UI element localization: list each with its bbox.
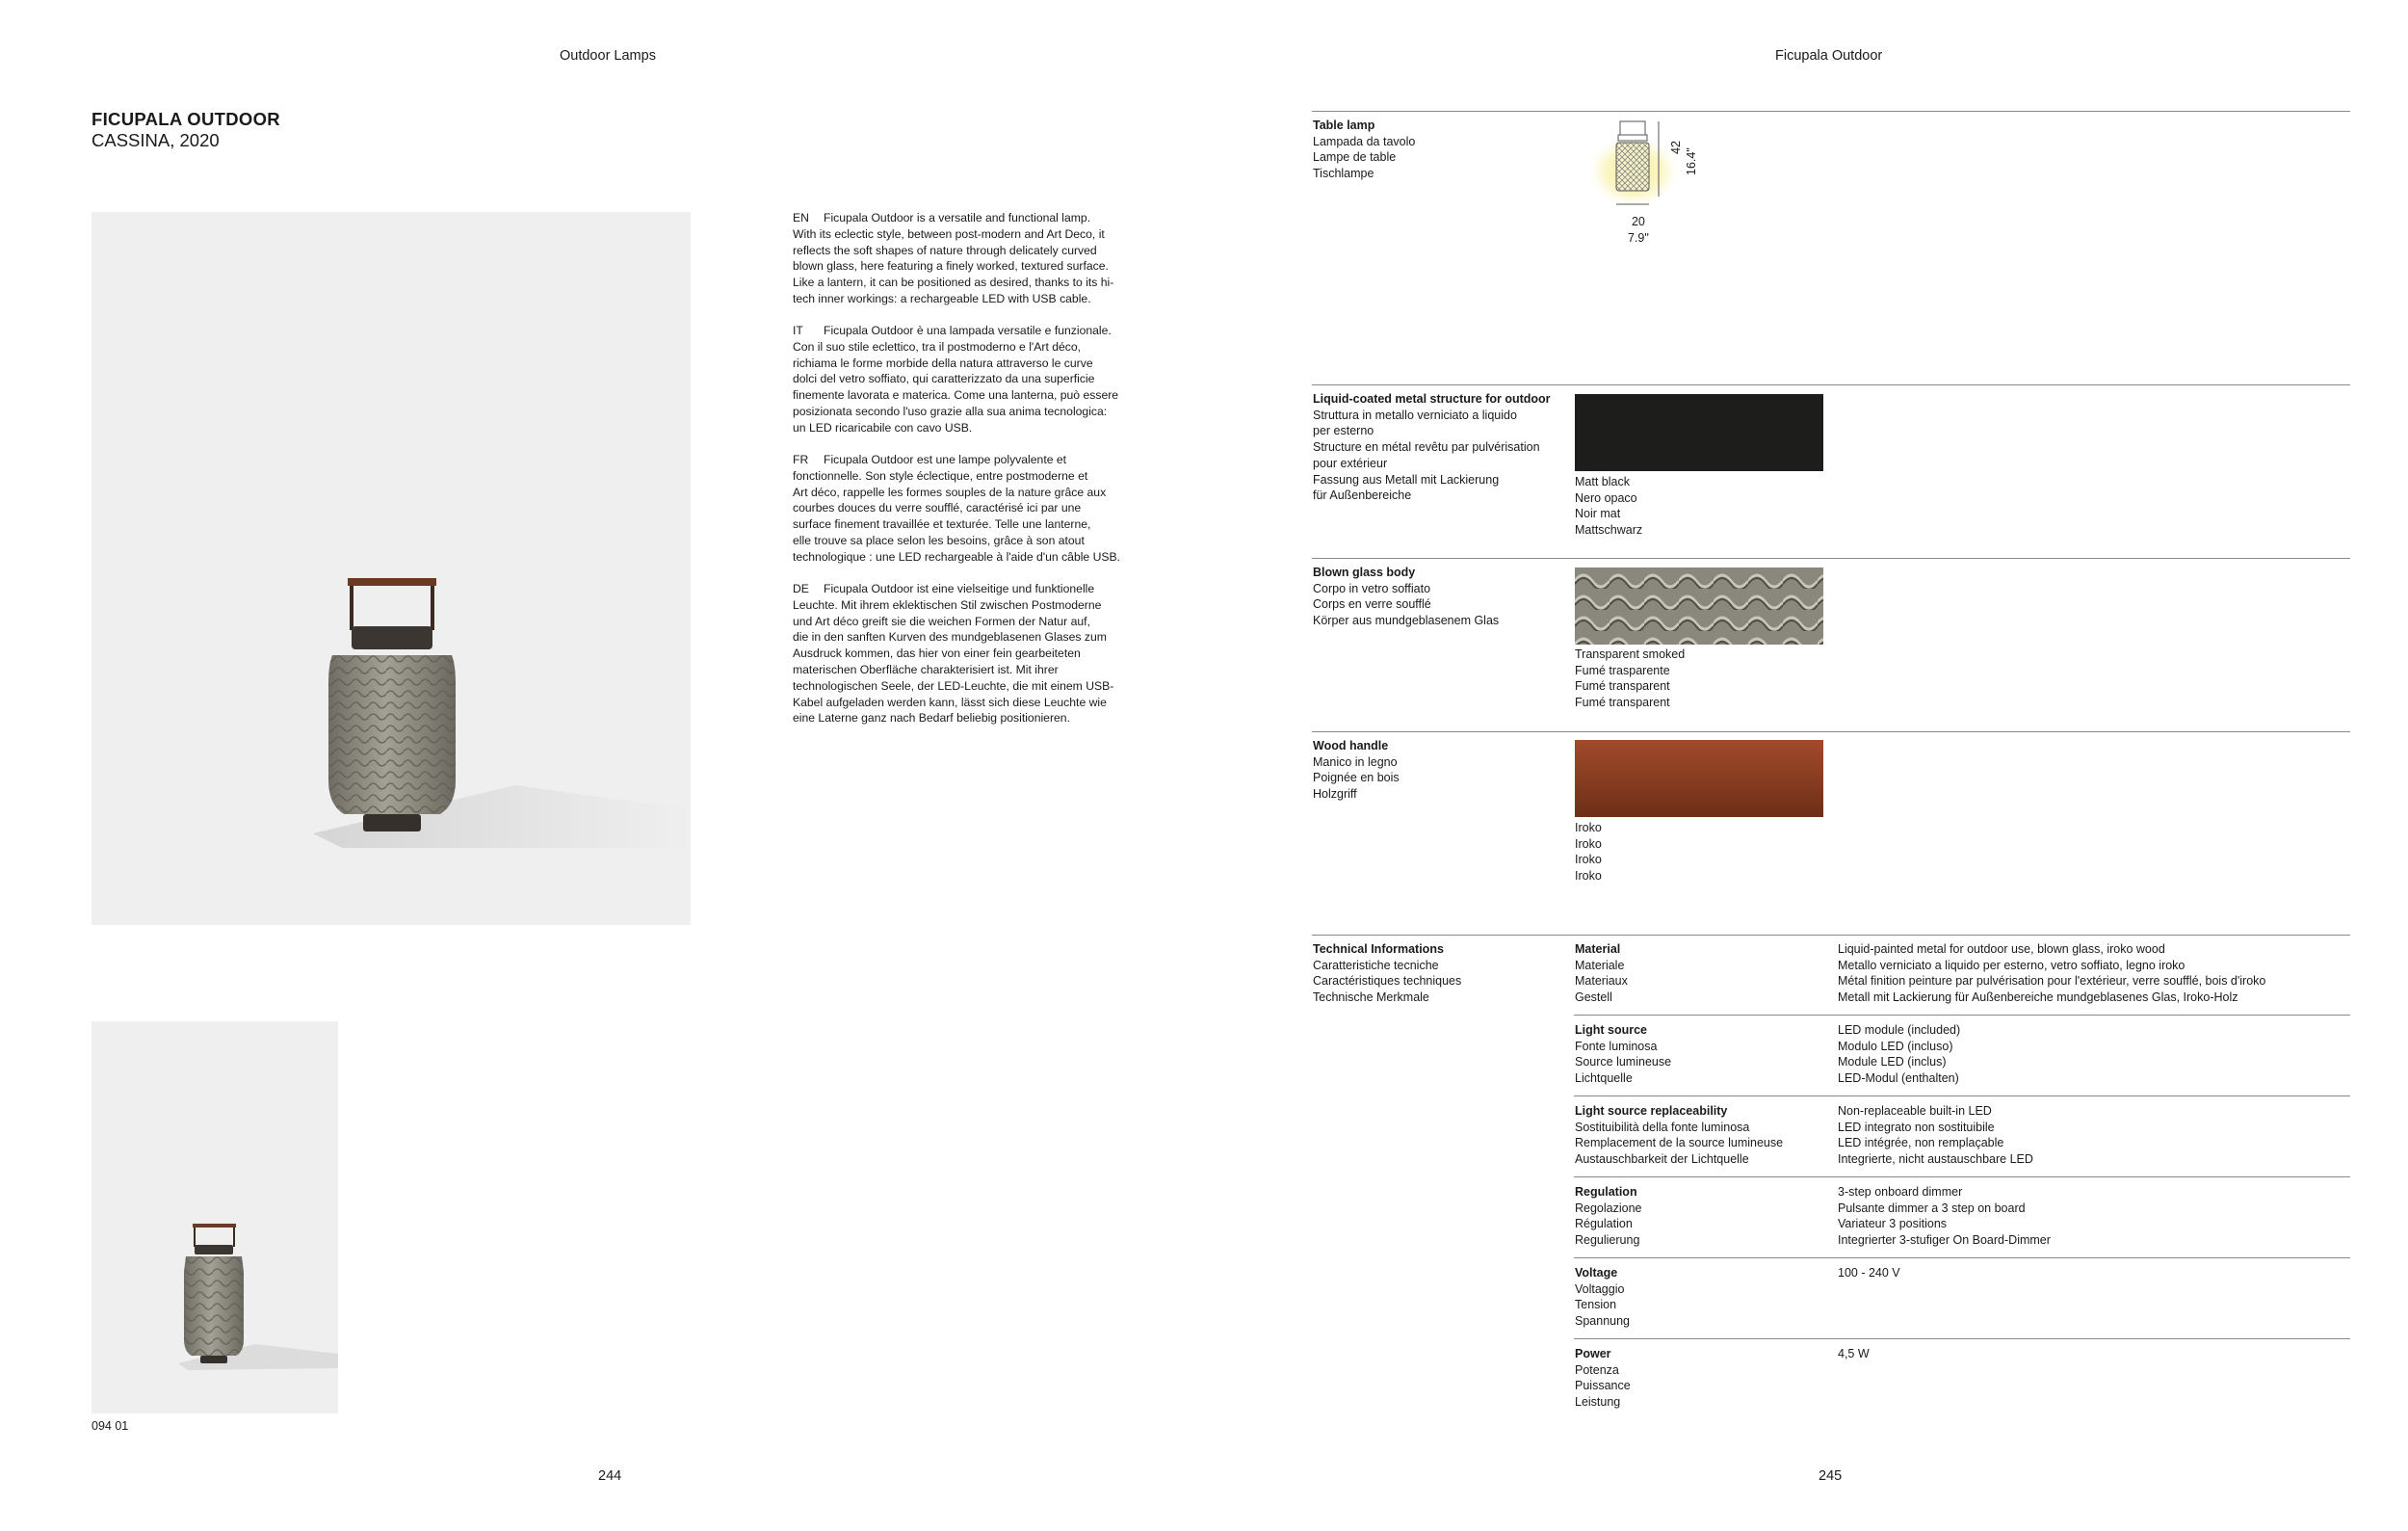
tech-value: 4,5 W	[1838, 1347, 1870, 1360]
tech-key: Materiale	[1575, 958, 1625, 972]
tech-value: Métal finition peinture par pulvérisation pour l'extérieur, verre soufflé, bois d'iroko	[1838, 974, 2266, 989]
tech-key: Spannung	[1575, 1314, 1631, 1329]
desc-line: blown glass, here featuring a finely worked, textured surface.	[793, 259, 1109, 274]
finish-title: Blown glass body	[1313, 566, 1416, 579]
tech-value: Modulo LED (incluso)	[1838, 1039, 1953, 1053]
product-photo-large	[92, 212, 691, 925]
lang-code: DE	[793, 582, 809, 595]
lang-code: FR	[793, 453, 809, 466]
finish-label: Fassung aus Metall mit Lackierung	[1313, 472, 1500, 487]
tech-value: Pulsante dimmer a 3 step on board	[1838, 1201, 2026, 1215]
finish-label: Holzgriff	[1313, 787, 1357, 802]
divider	[1574, 1338, 2350, 1339]
tech-value: Integrierte, nicht austauschbare LED	[1838, 1152, 2033, 1167]
technical-label: Caratteristiche tecniche	[1313, 958, 1439, 972]
tech-value: Metall mit Lackierung für Außenbereiche mundgeblasenes Glas, Iroko-Holz	[1838, 990, 2238, 1005]
desc-line: Ficupala Outdoor est une lampe polyvalente et	[824, 453, 1067, 466]
finish-name: Iroko	[1575, 821, 1602, 834]
desc-line: eine Laterne ganz nach Bedarf beliebig positionieren.	[793, 711, 1070, 726]
tech-values-voltage	[1838, 1265, 1900, 1281]
tech-value: Non-replaceable built-in LED	[1838, 1104, 1992, 1118]
running-header-right: Ficupala Outdoor	[1775, 48, 1883, 64]
finish-label: Poignée en bois	[1313, 771, 1400, 785]
finish-name: Fumé transparent	[1575, 679, 1670, 694]
width-cm: 20	[1631, 215, 1645, 228]
desc-line: die in den sanften Kurven des mundgeblasenen Glases zum	[793, 630, 1107, 645]
desc-line: dolci del vetro soffiato, qui caratterizzato da una superficie	[793, 372, 1095, 386]
page-number-right: 245	[1819, 1468, 1843, 1484]
tech-values-power	[1838, 1346, 1870, 1362]
tech-key: Regulierung	[1575, 1233, 1640, 1248]
tech-key: Sostituibilità della fonte luminosa	[1575, 1120, 1750, 1134]
desc-line: Con il suo stile eclettico, tra il postmoderno e l'Art déco,	[793, 339, 1082, 354]
finish-name: Mattschwarz	[1575, 523, 1643, 538]
finish-wood-labels	[1313, 738, 1400, 803]
desc-line: und Art déco greift sie die weichen Formen der Natur auf,	[793, 614, 1090, 628]
tech-values-light-source	[1838, 1022, 1960, 1087]
height-cm: 42	[1669, 141, 1683, 154]
finish-label: Manico in legno	[1313, 754, 1398, 769]
finish-metal-labels	[1313, 391, 1551, 504]
desc-line: Leuchte. Mit ihrem eklektischen Stil zwischen Postmoderne	[793, 597, 1102, 612]
finish-wood-names	[1575, 820, 1602, 884]
tech-value: LED intégrée, non remplaçable	[1838, 1136, 2004, 1150]
technical-label: Caractéristiques techniques	[1313, 974, 1462, 989]
finish-name: Matt black	[1575, 475, 1630, 488]
table-lamp-label-it: Lampada da tavolo	[1313, 134, 1416, 148]
divider	[1312, 558, 2350, 559]
swatch-iroko	[1575, 740, 1823, 817]
desc-line: elle trouve sa place selon les besoins, grâce à son atout	[793, 533, 1085, 547]
desc-line: tech inner workings: a rechargeable LED with USB cable.	[793, 291, 1091, 305]
divider	[1574, 1176, 2350, 1177]
desc-line: richiama le forme morbide della natura attraverso le curve	[793, 356, 1093, 370]
tech-key: Potenza	[1575, 1362, 1619, 1377]
desc-line: posizionata secondo l'uso grazie alla sua anima tecnologica:	[793, 404, 1108, 418]
table-lamp-title: Table lamp	[1313, 119, 1375, 132]
product-photo-small	[92, 1021, 338, 1413]
tech-key: Materiaux	[1575, 974, 1628, 989]
swatch-transparent-smoked	[1575, 568, 1823, 645]
table-lamp-label-de: Tischlampe	[1313, 167, 1374, 181]
tech-key: Material	[1575, 942, 1621, 956]
divider	[1574, 1095, 2350, 1096]
divider	[1574, 1015, 2350, 1016]
divider	[1574, 1257, 2350, 1258]
tech-key: Voltage	[1575, 1266, 1618, 1280]
desc-line: Like a lantern, it can be positioned as desired, thanks to its hi-	[793, 276, 1114, 290]
finish-metal-names	[1575, 474, 1642, 539]
finish-name: Iroko	[1575, 836, 1602, 851]
tech-key: Light source replaceability	[1575, 1104, 1728, 1118]
table-lamp-label-fr: Lampe de table	[1313, 150, 1397, 165]
tech-values-regulation	[1838, 1184, 2051, 1249]
desc-line: reflects the soft shapes of nature through delicately curved	[793, 243, 1097, 257]
tech-key: Regulation	[1575, 1185, 1637, 1199]
finish-label: Struttura in metallo verniciato a liquido	[1313, 408, 1517, 422]
finish-label: Corps en verre soufflé	[1313, 597, 1431, 612]
lantern-small-illustration	[92, 1021, 338, 1413]
tech-values-replaceability	[1838, 1103, 2033, 1168]
finish-name: Noir mat	[1575, 507, 1621, 521]
technical-label: Technische Merkmale	[1313, 990, 1429, 1005]
tech-key: Tension	[1575, 1298, 1617, 1312]
desc-line: technologischen Seele, der LED-Leuchte, die mit einem USB-	[793, 678, 1114, 693]
tech-value: Liquid-painted metal for outdoor use, blown glass, iroko wood	[1838, 942, 2165, 956]
finish-label: für Außenbereiche	[1313, 488, 1412, 503]
finish-name: Iroko	[1575, 853, 1602, 867]
divider	[1312, 731, 2350, 732]
desc-line: un LED ricaricabile con cavo USB.	[793, 420, 973, 435]
finish-name: Fumé trasparente	[1575, 663, 1670, 677]
tech-value: 100 - 240 V	[1838, 1266, 1900, 1280]
tech-key: Voltaggio	[1575, 1281, 1625, 1296]
finish-title: Wood handle	[1313, 739, 1389, 752]
divider	[1312, 111, 2350, 112]
tech-key: Light source	[1575, 1023, 1648, 1037]
finish-glass-names	[1575, 647, 1685, 711]
tech-key: Fonte luminosa	[1575, 1039, 1658, 1053]
tech-key: Régulation	[1575, 1217, 1633, 1231]
description-en	[793, 210, 1144, 307]
finish-name: Nero opaco	[1575, 490, 1637, 505]
tech-key: Source lumineuse	[1575, 1055, 1672, 1069]
desc-line: finemente lavorata e materica. Come una lanterna, può essere	[793, 388, 1119, 403]
tech-key: Remplacement de la source lumineuse	[1575, 1136, 1784, 1150]
divider	[1312, 384, 2350, 385]
height-dimension-in	[1684, 147, 1700, 175]
product-title: FICUPALA OUTDOOR	[92, 109, 280, 129]
tech-value: LED-Modul (enthalten)	[1838, 1071, 1959, 1086]
lang-code: IT	[793, 324, 803, 337]
tech-key: Gestell	[1575, 990, 1612, 1005]
desc-line: With its eclectic style, between post-modern and Art Deco, it	[793, 226, 1105, 241]
height-in: 16.4"	[1685, 147, 1698, 175]
description-de	[793, 581, 1144, 726]
tech-value: LED integrato non sostituibile	[1838, 1120, 1995, 1134]
desc-line: Ficupala Outdoor ist eine vielseitige und funktionelle	[824, 582, 1095, 595]
desc-line: fonctionnelle. Son style éclectique, entre postmoderne et	[793, 468, 1088, 483]
tech-key: Regolazione	[1575, 1201, 1642, 1215]
finish-label: pour extérieur	[1313, 456, 1388, 470]
tech-keys-material	[1575, 941, 1628, 1006]
description-fr	[793, 452, 1144, 566]
tech-keys-replaceability	[1575, 1103, 1783, 1168]
tech-value: Variateur 3 positions	[1838, 1217, 1948, 1231]
finish-name: Transparent smoked	[1575, 647, 1686, 661]
tech-key: Lichtquelle	[1575, 1071, 1633, 1086]
desc-line: Kabel aufgeladen werden kann, lässt sich diese Leuchte wie	[793, 695, 1107, 709]
finish-name: Fumé transparent	[1575, 696, 1670, 710]
tech-key: Leistung	[1575, 1395, 1621, 1410]
page-number-left: 244	[598, 1468, 622, 1484]
finish-label: Corpo in vetro soffiato	[1313, 581, 1431, 595]
finish-label: Körper aus mundgeblasenem Glas	[1313, 614, 1500, 628]
tech-value: Integrierter 3-stufiger On Board-Dimmer	[1838, 1233, 2051, 1248]
tech-key: Puissance	[1575, 1379, 1631, 1393]
glass-texture-icon	[1575, 568, 1823, 645]
tech-keys-voltage	[1575, 1265, 1630, 1330]
tech-keys-power	[1575, 1346, 1631, 1411]
finish-label: Structure en métal revêtu par pulvérisation	[1313, 440, 1540, 455]
table-lamp-labels	[1313, 118, 1415, 182]
finish-glass-labels	[1313, 565, 1499, 629]
description-it	[793, 323, 1144, 436]
tech-key: Austauschbarkeit der Lichtquelle	[1575, 1152, 1749, 1167]
tech-value: Metallo verniciato a liquido per esterno, vetro soffiato, legno iroko	[1838, 958, 2186, 972]
tech-value: Module LED (inclus)	[1838, 1055, 1947, 1069]
height-dimension	[1668, 141, 1685, 154]
desc-line: Ficupala Outdoor is a versatile and functional lamp.	[824, 211, 1091, 224]
finish-title: Liquid-coated metal structure for outdoor	[1313, 392, 1551, 406]
divider	[1312, 935, 2350, 936]
tech-keys-regulation	[1575, 1184, 1642, 1249]
lang-code: EN	[793, 211, 809, 224]
lantern-illustration	[92, 212, 691, 925]
swatch-matt-black	[1575, 394, 1823, 471]
finish-label: per esterno	[1313, 424, 1374, 438]
desc-line: surface finement travaillée et texturée. Telle une lanterne,	[793, 517, 1091, 532]
desc-line: technologique : une LED rechargeable à l'aide d'un câble USB.	[793, 549, 1121, 564]
finish-name: Iroko	[1575, 869, 1602, 884]
desc-line: materischen Oberfläche charakterisiert ist. Mit ihrer	[793, 662, 1059, 676]
tech-values-material	[1838, 941, 2265, 1006]
tech-keys-light-source	[1575, 1022, 1671, 1087]
tech-value: 3-step onboard dimmer	[1838, 1185, 1963, 1199]
photo-code: 094 01	[92, 1419, 129, 1433]
product-maker: CASSINA, 2020	[92, 130, 220, 150]
technical-labels	[1313, 941, 1461, 1006]
technical-title: Technical Informations	[1313, 942, 1444, 956]
tech-key: Power	[1575, 1347, 1611, 1360]
desc-line: Ausdruck kommen, das hier von einer fein gearbeiteten	[793, 647, 1081, 661]
width-dimension	[1628, 214, 1649, 246]
desc-line: Art déco, rappelle les formes souples de la nature grâce aux	[793, 485, 1107, 499]
desc-line: courbes douces du verre soufflé, caractérisé ici par une	[793, 501, 1082, 515]
width-in: 7.9"	[1628, 230, 1649, 245]
running-header-left: Outdoor Lamps	[560, 48, 656, 64]
desc-line: Ficupala Outdoor è una lampada versatile e funzionale.	[824, 324, 1112, 337]
tech-value: LED module (included)	[1838, 1023, 1961, 1037]
